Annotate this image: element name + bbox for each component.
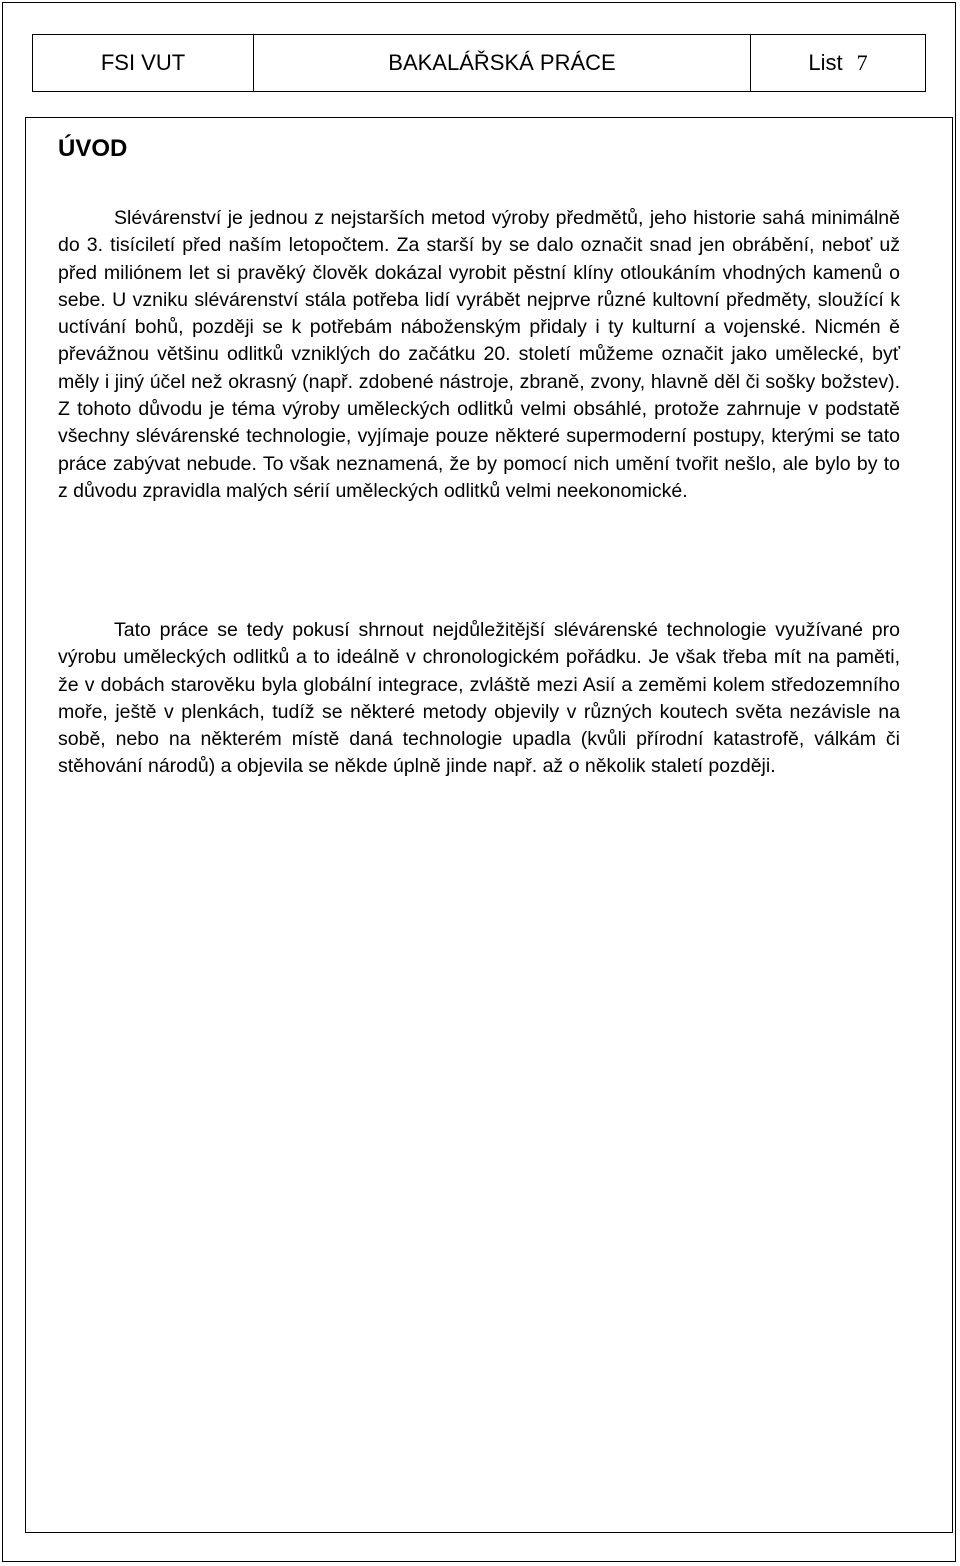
institution-label: FSI VUT <box>100 50 186 75</box>
sheet-number: 7 <box>856 50 868 75</box>
header-sheet <box>751 35 925 91</box>
header-document-type <box>254 35 751 91</box>
page-header <box>32 34 926 92</box>
paragraph-1: Slévárenství je jednou z nejstarších metod výroby předmětů, jeho historie sahá minimálně do 3. tisíciletí před naším letopočtem. Za starší by se dalo označit snad jen obrábění, neboť už před miliónem let si pravěký člověk dokázal vyrobit pěstní klíny otloukáním vhodných kamenů o sebe. U vzniku slévárenství stála potřeba lidí vyrábět nejprve různé kultovní předměty, sloužící k uctívání bohů, později se k potřebám náboženským přidaly i ty kulturní a vojenské. Nicmén ě převážnou většinu odlitků vzniklých do začátku 20. století můžeme označit jako umělecké, byť měly i jiný účel než okrasný (např. zdobené nástroje, zbraně, zvony, hlavně děl či sošky božstev). Z tohoto důvodu je téma výroby uměleckých odlitků velmi obsáhlé, protože zahrnuje v podstatě všechny slévárenské technologie, vyjímaje pouze některé supermoderní postupy, kterými se tato práce zabývat nebude. To však neznamená, že by pomocí nich umění tvořit nešlo, ale bylo by to z důvodu zpravidla malých sérií uměleckých odlitků velmi neekonomické. <box>58 207 900 502</box>
section-title: ÚVOD <box>58 135 128 162</box>
paragraph-2: Tato práce se tedy pokusí shrnout nejdůležitější slévárenské technologie využívané pro výrobu uměleckých odlitků a to ideálně v chronologickém pořádku. Je však třeba mít na paměti, že v dobách starověku byla globální integrace, zvláště mezi Asií a zeměmi kolem středozemního moře, ještě v plenkách, tudíž se některé metody objevily v různých koutech světa nezávisle na sobě, nebo na některém místě daná technologie upadla (kvůli přírodní katastrofě, válkám či stěhování národů) a objevila se někde úplně jinde např. až o několik staletí později. <box>58 619 900 778</box>
sheet-label: List <box>808 50 843 75</box>
document-type-label: BAKALÁŘSKÁ PRÁCE <box>388 50 616 75</box>
header-institution <box>33 35 254 91</box>
